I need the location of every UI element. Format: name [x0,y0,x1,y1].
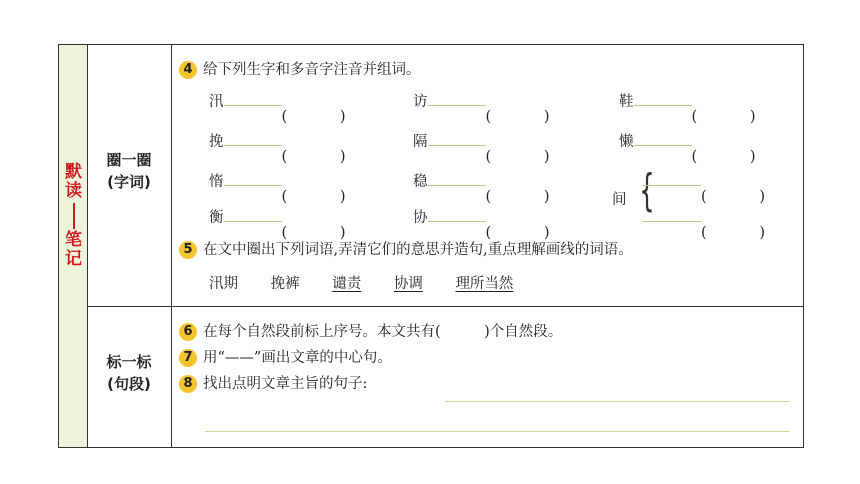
word: 挽裤 [270,276,300,292]
question-number-badge: 8 [179,375,197,393]
answer-blank[interactable] [224,91,282,106]
side-dash [73,203,75,229]
answer-blank[interactable] [224,207,282,222]
side-char: 笔 [65,230,82,250]
answer-line[interactable] [205,431,789,432]
char-item: 挽 ( ) [209,131,346,153]
word-underlined: 理所当然 [455,276,514,292]
side-char: 默 [65,162,82,182]
poly-reading-2: ( ) [643,207,765,229]
word-underlined: 协调 [393,276,423,292]
question-4: 4 给下列生字和多音字注音并组词。 [179,59,421,81]
brace-icon: { [639,165,655,216]
word-list [209,273,541,295]
poly-reading-1: ( ) [643,171,765,193]
question-number-badge: 6 [179,323,197,341]
answer-blank[interactable] [428,131,486,146]
answer-blank[interactable] [428,207,486,222]
question-number-badge: 7 [179,349,197,367]
question-5: 5 在文中圈出下列词语,弄清它们的意思并造句,重点理解画线的词语。 [179,239,633,261]
char-item: 衡 ( ) [209,207,346,229]
side-char: 读 [65,181,82,201]
char-item: 协 ( ) [413,207,550,229]
word: 汛期 [209,276,238,292]
answer-line[interactable] [445,401,789,402]
section-title-words: 圈一圈 (字词) [106,151,152,191]
word-underlined: 谴责 [332,276,362,292]
answer-blank[interactable] [643,207,701,222]
answer-blank[interactable] [224,131,282,146]
char-item: 隔 ( ) [413,131,550,153]
side-column [59,45,88,447]
answer-blank[interactable] [224,171,282,186]
side-char: 记 [65,249,82,269]
reading-notes-table [58,44,804,448]
question-number-badge: 4 [179,61,197,79]
answer-blank[interactable] [634,131,692,146]
question-8: 8 找出点明文章主旨的句子: [179,373,367,395]
char-item: 惰 ( ) [209,171,346,193]
question-7: 7 用“——”画出文章的中心句。 [179,347,392,369]
polyphonic-char: 间 [612,192,627,208]
question-6: 6 在每个自然段前标上序号。本文共有( )个自然段。 [179,321,562,343]
section-label-column [88,45,172,447]
answer-blank[interactable] [643,171,701,186]
char-item: 汛 ( ) [209,91,346,113]
answer-blank[interactable] [634,91,692,106]
question-number-badge: 5 [179,241,197,259]
char-item: 访 ( ) [413,91,550,113]
section-divider [88,306,803,307]
section-title-sentences: 标一标 (句段) [106,353,152,393]
answer-blank[interactable] [428,91,486,106]
char-item: 鞋 ( ) [619,91,756,113]
char-item: 懒 ( ) [619,131,756,153]
side-label [59,163,88,269]
answer-blank[interactable] [428,171,486,186]
char-item: 稳 ( ) [413,171,550,193]
